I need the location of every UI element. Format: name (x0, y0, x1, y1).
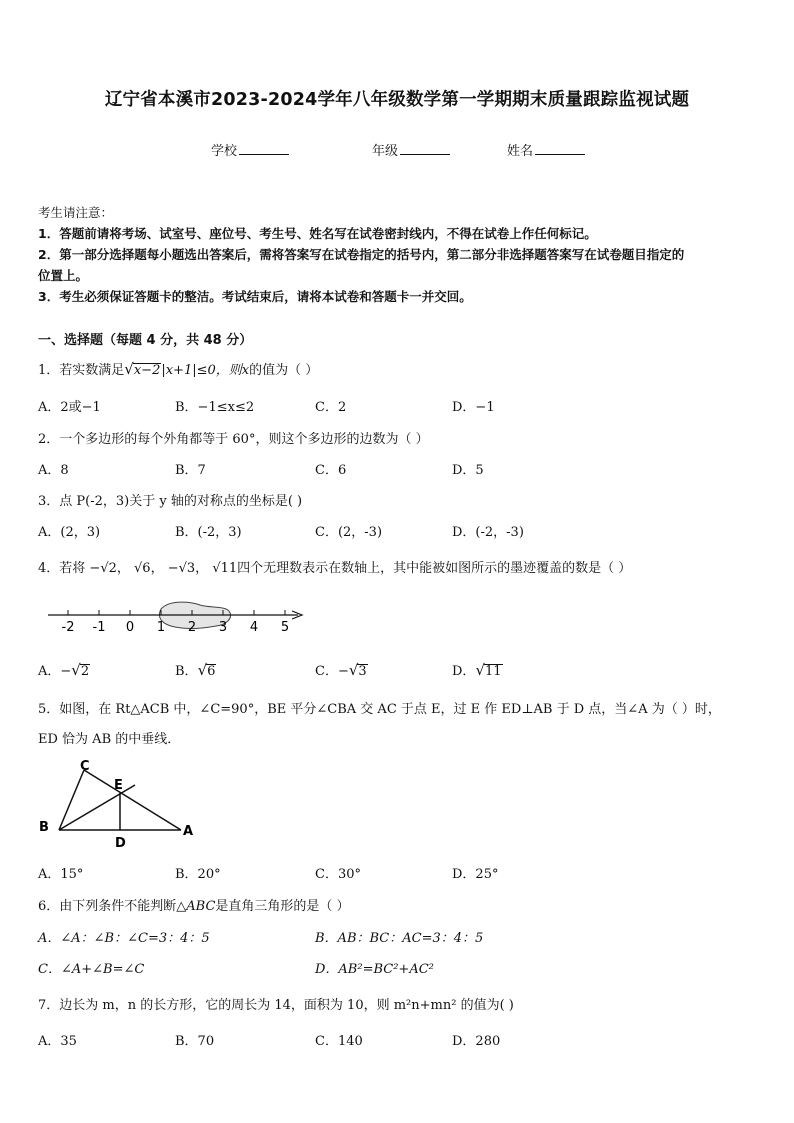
question-6 (38, 895, 350, 914)
notice-line-2: 2．第一部分选择题每小题选出答案后，需将答案写在试卷指定的括号内，第二部分非选择题答案写在试卷题目指定的 (38, 247, 685, 262)
q3-option-b[interactable]: B．(-2，3) (175, 525, 242, 540)
q4-option-b-radicand: 6 (207, 664, 216, 679)
q6-triangle: ABC (186, 899, 216, 914)
axis-tick-label: 1 (156, 620, 166, 635)
name-field[interactable] (507, 140, 585, 159)
section-heading: 一、选择题（每题 4 分，共 48 分） (38, 333, 253, 348)
q2-option-d[interactable]: D．5 (452, 463, 484, 478)
notice-line-1: 1．答题前请将考场、试室号、座位号、考生号、姓名写在试卷密封线内，不得在试卷上作任何标记。 (38, 226, 597, 241)
q3-option-c[interactable]: C．(2，-3) (315, 525, 383, 540)
radical-sign: √ (475, 661, 485, 679)
q5-option-b[interactable]: B．20° (175, 867, 221, 882)
name-label: 姓名 (507, 144, 534, 159)
q4-option-a-sign: − (60, 664, 72, 679)
q4-option-c-radicand: 3 (358, 664, 367, 679)
number-line-figure (40, 596, 310, 640)
q1-option-d[interactable]: D．−1 (452, 400, 495, 415)
q1-radicand: x−2 (133, 363, 161, 378)
q6-prefix: 6．由下列条件不能判断△ (38, 899, 187, 914)
radical-sign: √ (71, 661, 81, 679)
axis-tick-label: 4 (249, 620, 259, 635)
q5-option-a[interactable]: A．15° (38, 867, 84, 882)
q4-option-a-radicand: 2 (80, 664, 90, 679)
q1-var: x (241, 363, 250, 378)
q4-option-d-letter: D． (452, 664, 476, 679)
q4-radical-4: √11 (212, 561, 238, 576)
question-3: 3．点 P(-2，3)关于 y 轴的对称点的坐标是( ) (38, 494, 303, 509)
q6-suffix: 是直角三角形的是（ ） (215, 899, 350, 914)
q1-mid: |x+1|≤0，则 (161, 363, 242, 378)
axis-tick-label: 0 (125, 620, 135, 635)
q6-option-b[interactable]: B．AB：BC：AC=3：4：5 (315, 931, 484, 946)
triangle-figure (36, 756, 206, 852)
notice-line-4: 3．考生必须保证答题卡的整洁。考试结束后，请将本试卷和答题卡一并交回。 (38, 289, 472, 304)
q5-option-d[interactable]: D．25° (452, 867, 499, 882)
q4-option-c[interactable] (315, 660, 368, 679)
q3-option-d[interactable]: D．(-2，-3) (452, 525, 524, 540)
q4-option-c-letter: C． (315, 664, 338, 679)
question-1 (38, 359, 318, 378)
q2-option-a[interactable]: A．8 (38, 463, 69, 478)
segment-bc (59, 770, 84, 830)
q7-option-d[interactable]: D．280 (452, 1034, 501, 1049)
radical-sign: √ (197, 661, 208, 679)
q4-option-a-letter: A． (38, 664, 61, 679)
label-d: D (115, 836, 126, 851)
q4-option-d[interactable] (452, 660, 503, 679)
q6-option-d[interactable]: D．AB²=BC²+AC² (315, 962, 434, 977)
q4-option-a[interactable] (38, 660, 90, 679)
question-5-line-2: ED 恰为 AB 的中垂线． (38, 732, 181, 747)
axis-tick-label: 2 (187, 620, 197, 635)
question-2: 2．一个多边形的每个外角都等于 60°，则这个多边形的边数为（ ） (38, 432, 429, 447)
axis-tick-label: -1 (92, 620, 106, 635)
label-c: C (80, 759, 90, 774)
grade-label: 年级 (372, 144, 399, 159)
grade-underline (400, 141, 450, 155)
q1-option-b[interactable]: B．−1≤x≤2 (175, 400, 255, 415)
question-5-line-1: 5．如图，在 Rt△ACB 中，∠C=90°，BE 平分∠CBA 交 AC 于点 E，过 E 作 ED⊥AB 于 D 点，当∠A 为（ ）时， (38, 702, 721, 717)
q4-option-d-radicand: 11 (485, 664, 502, 679)
segment-ca (84, 770, 181, 830)
q2-option-b[interactable]: B．7 (175, 463, 206, 478)
question-4: 4．若将 −√2， √6， −√3， √11四个无理数表示在数轴上，其中能被如图所示的墨迹覆盖的数是（ ） (38, 561, 632, 576)
q7-option-b[interactable]: B．70 (175, 1034, 215, 1049)
axis-tick-label: -2 (61, 620, 75, 635)
q7-option-a[interactable]: A．35 (38, 1034, 77, 1049)
axis-tick-label: 3 (218, 620, 228, 635)
notice-heading: 考生请注意： (38, 205, 114, 220)
label-a: A (183, 824, 194, 839)
page-title: 辽宁省本溪市2023-2024学年八年级数学第一学期期末质量跟踪监视试题 (104, 90, 690, 110)
q4-option-c-sign: − (337, 664, 349, 679)
notice-line-3: 位置上。 (38, 268, 89, 283)
school-field[interactable] (211, 140, 289, 159)
q1-option-c[interactable]: C．2 (315, 400, 347, 415)
q4-prefix: 4．若将 (38, 561, 86, 576)
name-underline (535, 141, 585, 155)
q1-option-a[interactable]: A．2或−1 (38, 400, 101, 415)
q4-radical-1: −√2 (89, 561, 117, 576)
q4-radical-2: √6 (134, 561, 151, 576)
q4-suffix: 四个无理数表示在数轴上，其中能被如图所示的墨迹覆盖的数是（ ） (237, 561, 632, 576)
label-b: B (39, 820, 49, 835)
q2-option-c[interactable]: C．6 (315, 463, 347, 478)
radical-sign: √ (124, 360, 134, 378)
school-underline (239, 141, 289, 155)
q4-radical-3: −√3 (167, 561, 196, 576)
label-e: E (114, 778, 123, 793)
q1-prefix: 1．若实数满足 (38, 363, 125, 378)
question-7: 7．边长为 m，n 的长方形，它的周长为 14，面积为 10，则 m²n+mn² 的值为( ) (38, 998, 514, 1013)
radical-sign: √ (348, 661, 359, 679)
q3-option-a[interactable]: A．(2，3) (38, 525, 101, 540)
axis-tick-label: 5 (280, 620, 290, 635)
school-label: 学校 (211, 144, 238, 159)
grade-field[interactable] (372, 140, 450, 159)
q1-suffix: 的值为（ ） (249, 363, 319, 378)
q6-option-a[interactable]: A．∠A：∠B：∠C=3：4：5 (38, 931, 210, 946)
q4-option-b[interactable] (175, 660, 216, 679)
bisector-be (59, 785, 135, 830)
q6-option-c[interactable]: C．∠A+∠B=∠C (38, 962, 145, 977)
q7-option-c[interactable]: C．140 (315, 1034, 363, 1049)
q4-option-b-letter: B． (175, 664, 198, 679)
q5-option-c[interactable]: C．30° (315, 867, 361, 882)
